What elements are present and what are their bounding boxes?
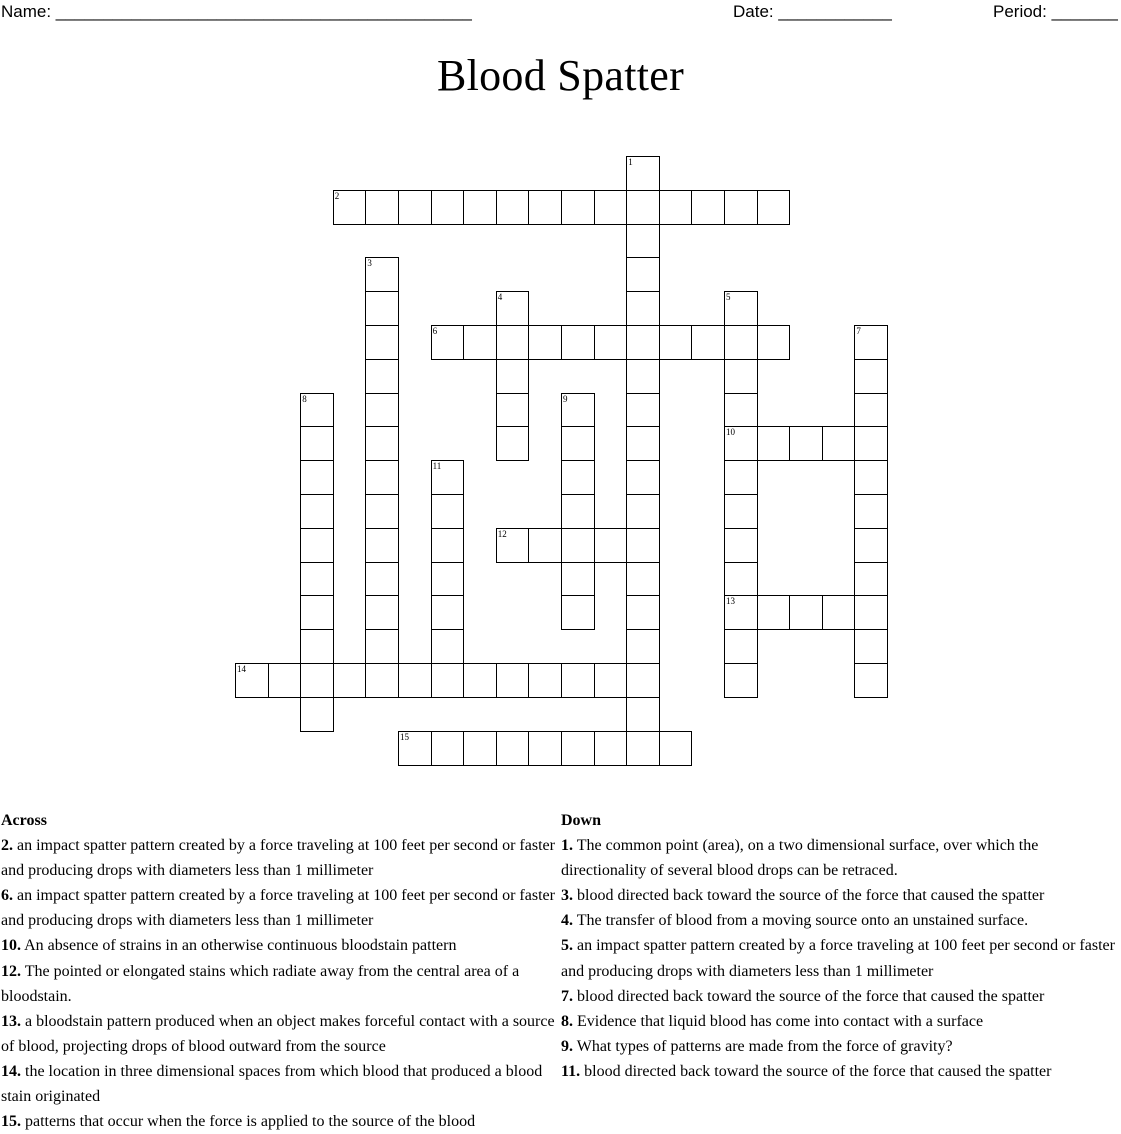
grid-cell[interactable] xyxy=(300,697,334,732)
grid-cell[interactable] xyxy=(496,190,530,225)
grid-cell[interactable] xyxy=(431,562,465,597)
grid-cell[interactable] xyxy=(626,393,660,428)
grid-cell[interactable] xyxy=(594,731,628,766)
grid-cell[interactable] xyxy=(398,663,432,698)
grid-cell[interactable] xyxy=(365,325,399,360)
clue-number: 9. xyxy=(561,1037,573,1055)
grid-cell[interactable] xyxy=(626,697,660,732)
clue-number-label: 15 xyxy=(400,731,409,742)
down-heading: Down xyxy=(561,812,602,829)
grid-cell[interactable] xyxy=(626,291,660,326)
grid-cell[interactable] xyxy=(365,528,399,563)
grid-cell[interactable] xyxy=(724,562,758,597)
grid-cell[interactable] xyxy=(365,257,399,292)
grid-cell[interactable] xyxy=(365,629,399,664)
clue-text: a bloodstain pattern produced when an object makes forceful contact with a source of blood, projecting drops of blood outward from the source xyxy=(1,1012,555,1055)
grid-cell[interactable] xyxy=(626,257,660,292)
grid-cell[interactable] xyxy=(724,426,758,461)
grid-cell[interactable] xyxy=(365,359,399,394)
grid-cell[interactable] xyxy=(626,562,660,597)
grid-cell[interactable] xyxy=(431,460,465,495)
clue-number-label: 6 xyxy=(432,326,438,336)
grid-cell[interactable] xyxy=(626,426,660,461)
clue-text: an impact spatter pattern created by a force traveling at 100 feet per second or faster and producing drops with diameters less than 1 millimeter xyxy=(1,887,555,930)
clue-text: blood directed back toward the source of the force that caused the spatter xyxy=(584,1062,1052,1080)
grid-cell[interactable] xyxy=(626,595,660,630)
grid-cell[interactable] xyxy=(300,393,334,428)
grid-cell[interactable] xyxy=(333,190,367,225)
grid-cell[interactable] xyxy=(365,426,399,461)
clue-number: 5. xyxy=(561,937,573,955)
clue-number-label: 10 xyxy=(726,427,735,438)
clue-text: The common point (area), on a two dimensional surface, over which the directionality of several blood drops can be retraced. xyxy=(561,837,1039,880)
down-clue xyxy=(561,933,1117,983)
clue-text: The pointed or elongated stains which radiate away from the central area of a bloodstain. xyxy=(1,962,520,1005)
grid-cell[interactable] xyxy=(724,325,758,360)
down-clue xyxy=(561,833,1117,883)
grid-cell[interactable] xyxy=(496,731,530,766)
grid-cell[interactable] xyxy=(822,426,856,461)
grid-cell[interactable] xyxy=(300,629,334,664)
clue-text: Evidence that liquid blood has come into contact with a surface xyxy=(577,1012,984,1030)
grid-cell[interactable] xyxy=(659,190,693,225)
grid-cell[interactable] xyxy=(496,325,530,360)
grid-cell[interactable] xyxy=(300,460,334,495)
grid-cell[interactable] xyxy=(724,190,758,225)
clue-number-label: 2 xyxy=(334,190,340,201)
clue-number: 12. xyxy=(1,962,21,980)
grid-cell[interactable] xyxy=(724,359,758,394)
across-clue xyxy=(1,883,559,933)
grid-cell[interactable] xyxy=(854,629,888,664)
clue-number: 15. xyxy=(1,1113,21,1131)
grid-cell[interactable] xyxy=(365,291,399,326)
grid-cell[interactable] xyxy=(398,190,432,225)
grid-cell[interactable] xyxy=(463,190,497,225)
grid-cell[interactable] xyxy=(724,663,758,698)
clue-number: 11. xyxy=(561,1062,581,1080)
down-clue xyxy=(561,1009,1117,1034)
grid-cell[interactable] xyxy=(496,426,530,461)
grid-cell[interactable] xyxy=(333,663,367,698)
clue-number-label: 1 xyxy=(628,157,633,167)
grid-cell[interactable] xyxy=(626,359,660,394)
clue-number: 7. xyxy=(561,987,573,1005)
grid-cell[interactable] xyxy=(561,393,595,428)
grid-cell[interactable] xyxy=(854,359,888,394)
grid-cell[interactable] xyxy=(659,731,693,766)
grid-cell[interactable] xyxy=(528,325,562,360)
clue-number: 14. xyxy=(1,1062,21,1080)
grid-cell[interactable] xyxy=(626,629,660,664)
grid-cell[interactable] xyxy=(626,325,660,360)
clue-number: 2. xyxy=(1,837,13,855)
grid-cell[interactable] xyxy=(724,528,758,563)
grid-cell[interactable] xyxy=(300,663,334,698)
clue-text: What types of patterns are made from the force of gravity? xyxy=(576,1037,953,1055)
clue-text: patterns that occur when the force is applied to the source of the blood xyxy=(25,1113,476,1131)
across-clue xyxy=(1,1009,559,1059)
grid-cell[interactable] xyxy=(528,663,562,698)
clue-text: An absence of strains in an otherwise continuous bloodstain pattern xyxy=(24,937,457,955)
grid-cell[interactable] xyxy=(365,663,399,698)
clue-number-label: 4 xyxy=(497,292,503,303)
grid-cell[interactable] xyxy=(431,325,465,360)
clue-text: blood directed back toward the source of the force that caused the spatter xyxy=(577,887,1045,905)
across-clue xyxy=(1,933,559,958)
grid-cell[interactable] xyxy=(691,325,725,360)
grid-cell[interactable] xyxy=(626,224,660,259)
clue-number-label: 13 xyxy=(726,596,735,607)
grid-cell[interactable] xyxy=(431,731,465,766)
grid-cell[interactable] xyxy=(724,494,758,529)
grid-cell[interactable] xyxy=(431,595,465,630)
grid-cell[interactable] xyxy=(626,190,660,225)
grid-cell[interactable] xyxy=(300,494,334,529)
grid-cell[interactable] xyxy=(594,190,628,225)
grid-cell[interactable] xyxy=(561,494,595,529)
clue-number: 6. xyxy=(1,887,13,905)
grid-cell[interactable] xyxy=(724,629,758,664)
clue-text: an impact spatter pattern created by a force traveling at 100 feet per second or faster and producing drops with diameters less than 1 millimeter xyxy=(561,937,1115,980)
grid-cell[interactable] xyxy=(561,595,595,630)
grid-cell[interactable] xyxy=(463,663,497,698)
grid-cell[interactable] xyxy=(561,731,595,766)
grid-cell[interactable] xyxy=(365,190,399,225)
grid-cell[interactable] xyxy=(496,663,530,698)
grid-cell[interactable] xyxy=(365,494,399,529)
clue-text: an impact spatter pattern created by a force traveling at 100 feet per second or faster and producing drops with diameters less than 1 millimeter xyxy=(1,837,555,880)
clue-number-label: 3 xyxy=(367,258,372,269)
grid-cell[interactable] xyxy=(757,325,791,360)
grid-cell[interactable] xyxy=(854,663,888,698)
grid-cell[interactable] xyxy=(365,460,399,495)
grid-cell[interactable] xyxy=(431,494,465,529)
grid-cell[interactable] xyxy=(789,426,823,461)
period-field: Period: _______ xyxy=(993,2,1118,21)
clue-number: 4. xyxy=(561,912,573,930)
clue-number: 8. xyxy=(561,1012,573,1030)
grid-cell[interactable] xyxy=(659,325,693,360)
page-title: Blood Spatter xyxy=(436,51,685,100)
grid-cell[interactable] xyxy=(724,393,758,428)
grid-cell[interactable] xyxy=(724,291,758,326)
grid-cell[interactable] xyxy=(757,190,791,225)
clue-number-label: 7 xyxy=(856,326,861,336)
clue-number: 13. xyxy=(1,1012,21,1030)
grid-cell[interactable] xyxy=(431,190,465,225)
grid-cell[interactable] xyxy=(626,528,660,563)
across-clue xyxy=(1,1109,559,1134)
grid-cell[interactable] xyxy=(528,528,562,563)
down-clue xyxy=(561,1034,1117,1059)
across-clue xyxy=(1,1059,559,1109)
grid-cell[interactable] xyxy=(300,595,334,630)
grid-cell[interactable] xyxy=(496,393,530,428)
clue-number: 1. xyxy=(561,837,573,855)
grid-cell[interactable] xyxy=(561,325,595,360)
grid-cell[interactable] xyxy=(561,426,595,461)
grid-cell[interactable] xyxy=(431,663,465,698)
grid-cell[interactable] xyxy=(561,460,595,495)
across-heading: Across xyxy=(1,812,47,829)
grid-cell[interactable] xyxy=(757,426,791,461)
grid-cell[interactable] xyxy=(626,731,660,766)
clue-number-label: 9 xyxy=(563,393,568,404)
grid-cell[interactable] xyxy=(854,460,888,495)
down-clue xyxy=(561,908,1117,933)
grid-cell[interactable] xyxy=(365,595,399,630)
clue-number-label: 8 xyxy=(302,393,307,404)
grid-cell[interactable] xyxy=(235,663,269,698)
grid-cell[interactable] xyxy=(854,325,888,360)
grid-cell[interactable] xyxy=(431,528,465,563)
grid-cell[interactable] xyxy=(854,494,888,529)
grid-cell[interactable] xyxy=(854,595,888,630)
grid-cell[interactable] xyxy=(528,190,562,225)
grid-cell[interactable] xyxy=(496,528,530,563)
grid-cell[interactable] xyxy=(365,562,399,597)
grid-cell[interactable] xyxy=(626,156,660,191)
clue-number-label: 12 xyxy=(497,528,507,539)
grid-cell[interactable] xyxy=(528,731,562,766)
grid-cell[interactable] xyxy=(561,528,595,563)
date-field: Date: ____________ xyxy=(733,2,892,21)
grid-cell[interactable] xyxy=(594,663,628,698)
grid-cell[interactable] xyxy=(724,460,758,495)
across-clue xyxy=(1,959,559,1009)
grid-cell[interactable] xyxy=(626,494,660,529)
grid-cell[interactable] xyxy=(854,426,888,461)
grid-cell[interactable] xyxy=(789,595,823,630)
grid-cell[interactable] xyxy=(626,460,660,495)
grid-cell[interactable] xyxy=(757,595,791,630)
clue-text: The transfer of blood from a moving source onto an unstained surface. xyxy=(576,912,1029,930)
grid-cell[interactable] xyxy=(561,562,595,597)
grid-cell[interactable] xyxy=(561,190,595,225)
grid-cell[interactable] xyxy=(691,190,725,225)
grid-cell[interactable] xyxy=(496,359,530,394)
grid-cell[interactable] xyxy=(594,528,628,563)
clue-number-label: 11 xyxy=(432,461,442,472)
grid-cell[interactable] xyxy=(854,528,888,563)
across-clue xyxy=(1,833,559,883)
clue-number: 10. xyxy=(1,937,21,955)
grid-cell[interactable] xyxy=(300,562,334,597)
grid-cell[interactable] xyxy=(594,325,628,360)
clue-number-label: 5 xyxy=(726,292,731,303)
name-field: Name: ____________________________________________ xyxy=(1,2,472,21)
clue-text: the location in three dimensional spaces from which blood that produced a blood stain originated xyxy=(1,1062,543,1106)
grid-cell[interactable] xyxy=(854,393,888,428)
clue-text: blood directed back toward the source of the force that caused the spatter xyxy=(577,987,1045,1005)
grid-cell[interactable] xyxy=(398,731,432,766)
across-clues xyxy=(1,808,559,1134)
down-clue xyxy=(561,883,1117,908)
down-clue xyxy=(561,984,1117,1009)
grid-cell[interactable] xyxy=(724,595,758,630)
clue-number: 3. xyxy=(561,887,573,905)
grid-cell[interactable] xyxy=(496,291,530,326)
grid-cell[interactable] xyxy=(561,663,595,698)
grid-cell[interactable] xyxy=(626,663,660,698)
down-clue xyxy=(561,1059,1117,1084)
down-clues xyxy=(561,808,1117,1084)
grid-cell[interactable] xyxy=(463,731,497,766)
grid-cell[interactable] xyxy=(854,562,888,597)
grid-cell[interactable] xyxy=(822,595,856,630)
grid-cell[interactable] xyxy=(268,663,302,698)
grid-cell[interactable] xyxy=(300,528,334,563)
grid-cell[interactable] xyxy=(365,393,399,428)
grid-cell[interactable] xyxy=(431,629,465,664)
grid-cell[interactable] xyxy=(463,325,497,360)
clue-number-label: 14 xyxy=(237,664,246,674)
grid-cell[interactable] xyxy=(300,426,334,461)
